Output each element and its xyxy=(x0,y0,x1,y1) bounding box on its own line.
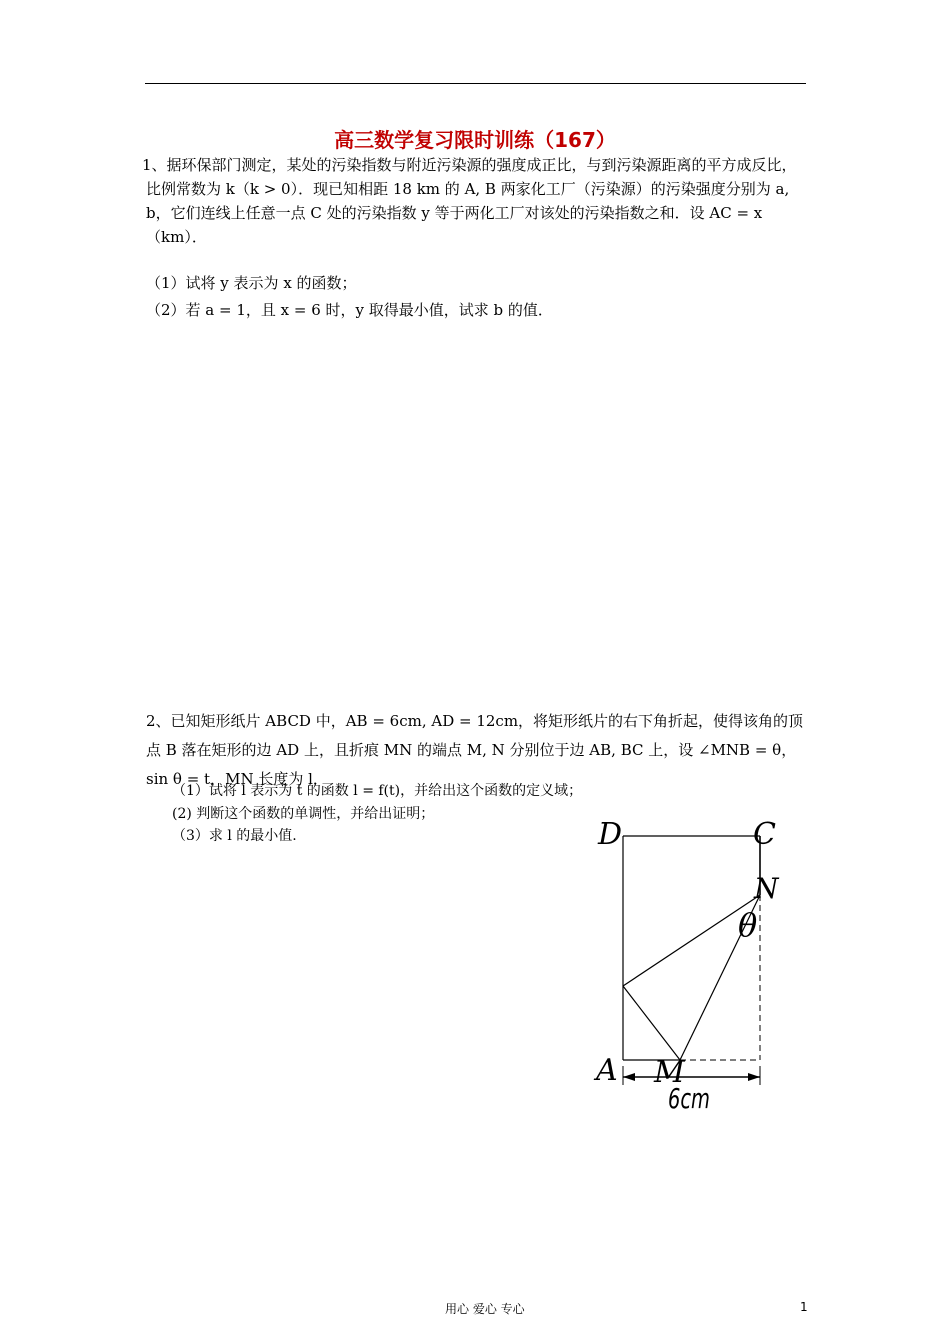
arrow-left xyxy=(623,1073,635,1081)
question-2-part-1: （1）试将 l 表示为 t 的函数 l = f(t)，并给出这个函数的定义域； xyxy=(172,783,583,799)
question-1-text: 1、据环保部门测定，某处的污染指数与附近污染源的强度成正比，与到污染源距离的平方成反比，比例常数为 k（k > 0）．现已知相距 18 km 的 A, B 两家化工厂（污染源）的污染强度分别为 a, b，它们连线上任意一点 C 处的污染指数 y 等于两化工厂对该处的污染指数之和．设 AC = x（km）． xyxy=(142,156,797,246)
label-m: M xyxy=(654,1055,685,1090)
arrow-right xyxy=(748,1073,760,1081)
page-number: 1 xyxy=(800,1300,808,1314)
folded-edge-m xyxy=(623,986,680,1060)
question-2-part-3: （3）求 l 的最小值. xyxy=(172,828,297,844)
question-2-text: 2、已知矩形纸片 ABCD 中，AB = 6cm, AD = 12cm，将矩形纸片的右下角折起，使得该角的顶点 B 落在矩形的边 AD 上，且折痕 MN 的端点 M, N 分别位于边 AB, BC 上，设 ∠MNB = θ，sin θ = t，MN 长度为 l． xyxy=(146,712,804,788)
rectangle-fold-figure xyxy=(590,810,800,1120)
label-width: 6cm xyxy=(668,1082,710,1115)
label-c: C xyxy=(753,817,776,852)
label-theta: θ xyxy=(738,906,758,944)
label-a: A xyxy=(596,1053,618,1088)
question-1-part-1: （1）试将 y 表示为 x 的函数； xyxy=(146,274,357,292)
header-rule xyxy=(145,83,806,84)
label-n: N xyxy=(754,872,779,905)
label-d: D xyxy=(598,817,623,852)
question-1-part-2: （2）若 a = 1，且 x = 6 时，y 取得最小值，试求 b 的值． xyxy=(146,301,553,319)
page-title: 高三数学复习限时训练（167） xyxy=(334,128,616,152)
question-2-part-2: (2) 判断这个函数的单调性，并给出证明； xyxy=(172,806,435,822)
footer-text: 用心 爱心 专心 xyxy=(445,1302,525,1316)
